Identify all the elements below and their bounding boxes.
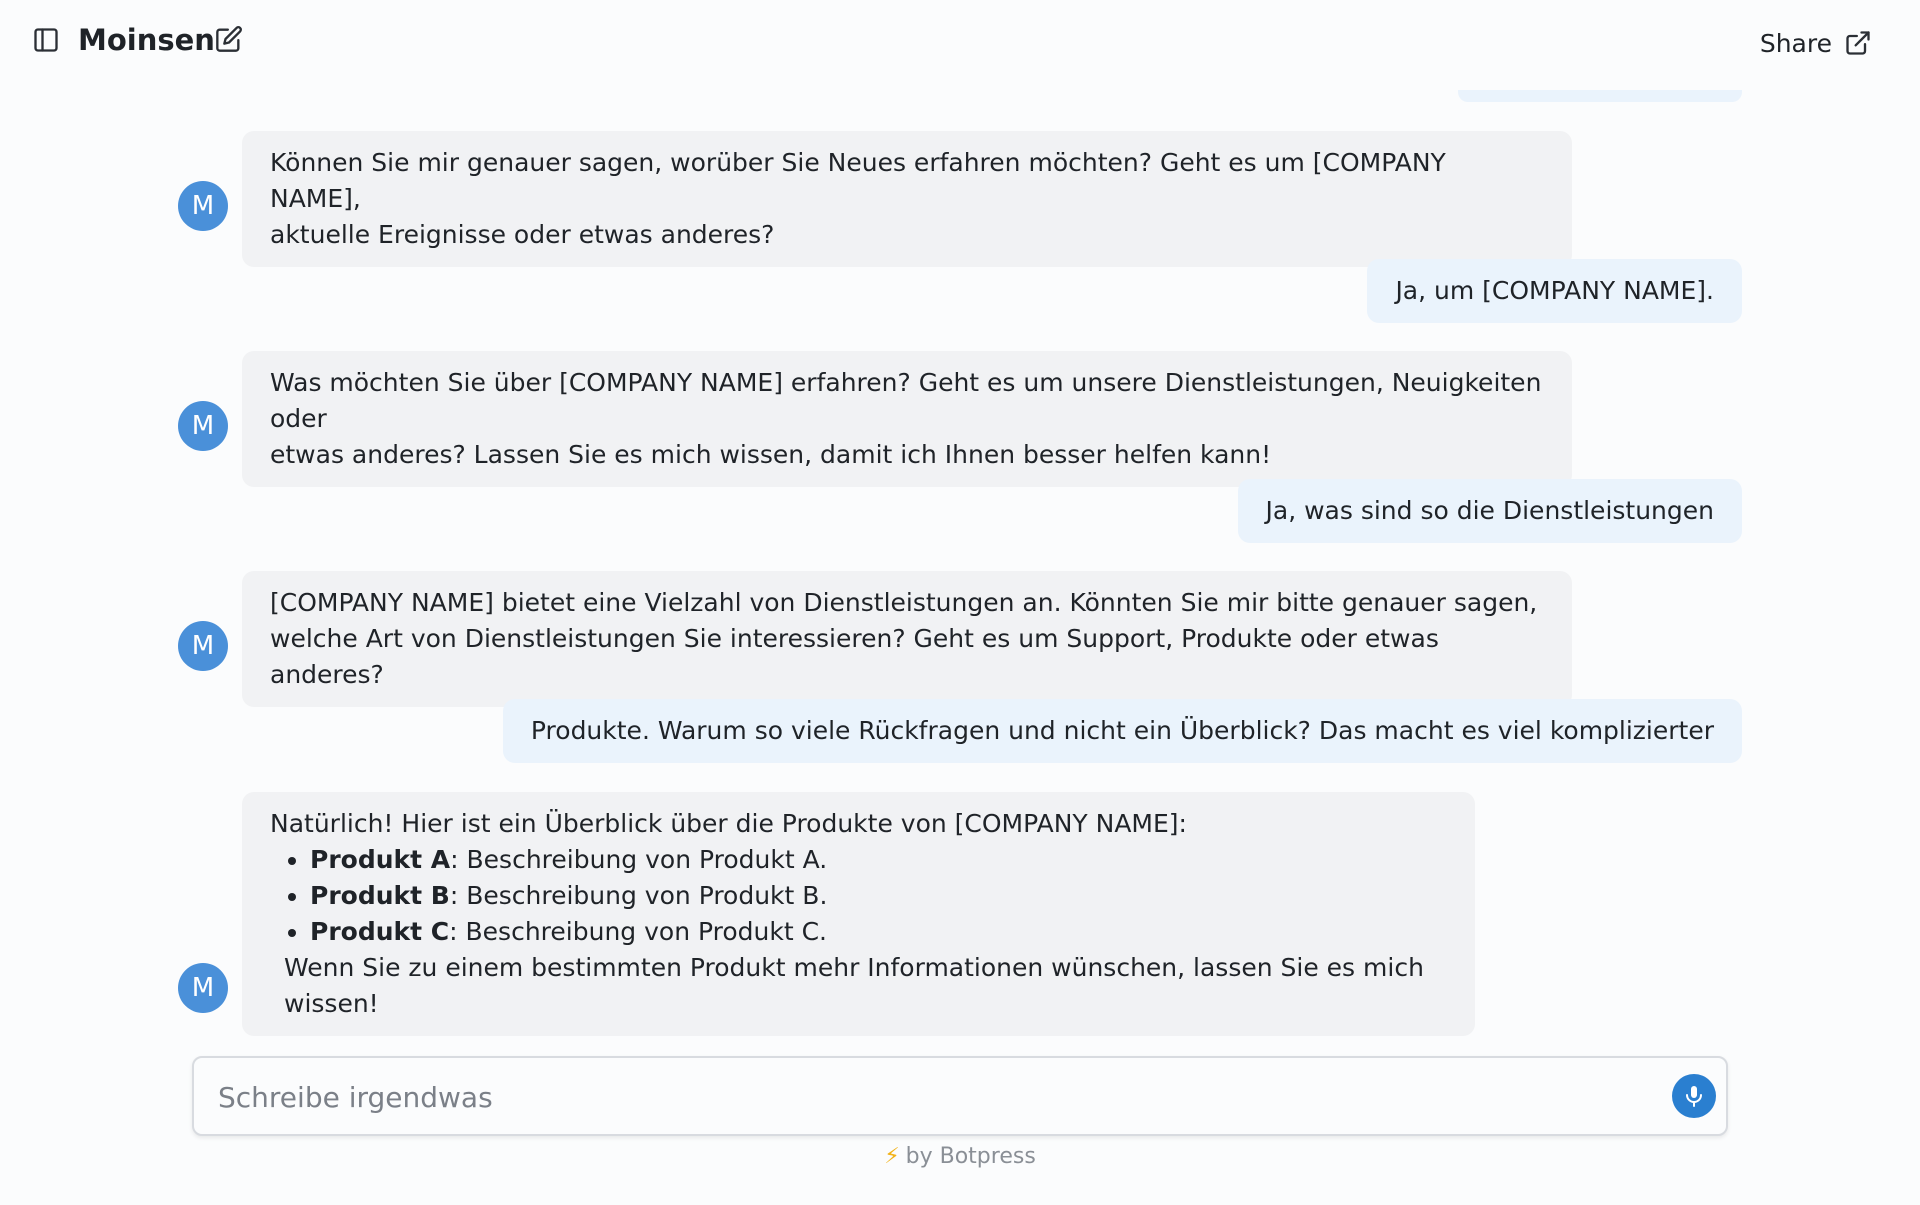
product-name: Produkt A <box>310 845 451 874</box>
share-button[interactable] <box>1760 24 1872 62</box>
message-line: Können Sie mir genauer sagen, worüber Sie Neues erfahren möchten? Geht es um [COMPANY NAME], <box>270 148 1446 213</box>
message-line: [COMPANY NAME] bietet eine Vielzahl von Dienstleistungen an. Könnten Sie mir bitte genauer sagen, <box>270 588 1538 617</box>
product-description: : Beschreibung von Produkt A. <box>450 845 828 874</box>
message-line: aktuelle Ereignisse oder etwas anderes? <box>270 220 775 249</box>
product-item <box>310 878 1447 914</box>
microphone-icon <box>1682 1084 1706 1108</box>
external-link-icon <box>1844 29 1872 57</box>
user-message <box>1367 259 1742 323</box>
product-description: : Beschreibung von Produkt C. <box>449 917 827 946</box>
bot-title: Moinsen <box>78 23 215 57</box>
avatar-initial: M <box>191 631 215 661</box>
bot-avatar <box>178 963 228 1013</box>
bot-message <box>242 571 1572 707</box>
message-line: etwas anderes? Lassen Sie es mich wissen, damit ich Ihnen besser helfen kann! <box>270 440 1272 469</box>
message-line: welche Art von Dienstleistungen Sie interessieren? Geht es um Support, Produkte oder etwas anderes? <box>270 624 1439 689</box>
message-text: Ja, was sind so die Dienstleistungen <box>1265 496 1714 525</box>
message-intro: Natürlich! Hier ist ein Überblick über die Produkte von [COMPANY NAME]: <box>270 809 1187 838</box>
bot-message <box>242 792 1475 1036</box>
bot-avatar <box>178 621 228 671</box>
message-text: Ja, um [COMPANY NAME]. <box>1395 276 1714 305</box>
lightning-bolt-icon: ⚡ <box>884 1144 900 1169</box>
message-outro: Wenn Sie zu einem bestimmten Produkt mehr Informationen wünschen, lassen Sie es mich wissen! <box>284 953 1424 1018</box>
user-message <box>503 699 1742 763</box>
bot-avatar <box>178 401 228 451</box>
bot-message <box>242 351 1572 487</box>
footer-text: by Botpress <box>905 1144 1036 1169</box>
previous-user-message-edge <box>1458 90 1742 102</box>
edit-icon <box>215 25 243 53</box>
product-name: Produkt C <box>310 917 450 946</box>
powered-by-footer[interactable] <box>0 1144 1920 1169</box>
product-description: : Beschreibung von Produkt B. <box>449 881 828 910</box>
product-name: Produkt B <box>310 881 450 910</box>
new-conversation-button[interactable] <box>212 22 246 56</box>
bot-message <box>242 131 1572 267</box>
chat-header <box>0 0 1920 80</box>
product-item <box>310 842 1447 878</box>
message-text: Produkte. Warum so viele Rückfragen und nicht ein Überblick? Das macht es viel komplizierter <box>530 716 1714 745</box>
message-line: Was möchten Sie über [COMPANY NAME] erfahren? Geht es um unsere Dienstleistungen, Neuigkeiten oder <box>270 368 1542 433</box>
message-composer <box>192 1056 1728 1136</box>
message-input[interactable] <box>216 1058 1640 1136</box>
sidebar-toggle-button[interactable] <box>30 24 62 56</box>
avatar-initial: M <box>191 191 215 221</box>
product-list <box>270 842 1447 950</box>
share-label: Share <box>1759 28 1832 58</box>
voice-input-button[interactable] <box>1672 1074 1716 1118</box>
product-item <box>310 914 1447 950</box>
user-message <box>1238 479 1743 543</box>
avatar-initial: M <box>191 411 215 441</box>
avatar-initial: M <box>191 973 215 1003</box>
bot-avatar <box>178 181 228 231</box>
sidebar-toggle-icon <box>32 26 60 54</box>
